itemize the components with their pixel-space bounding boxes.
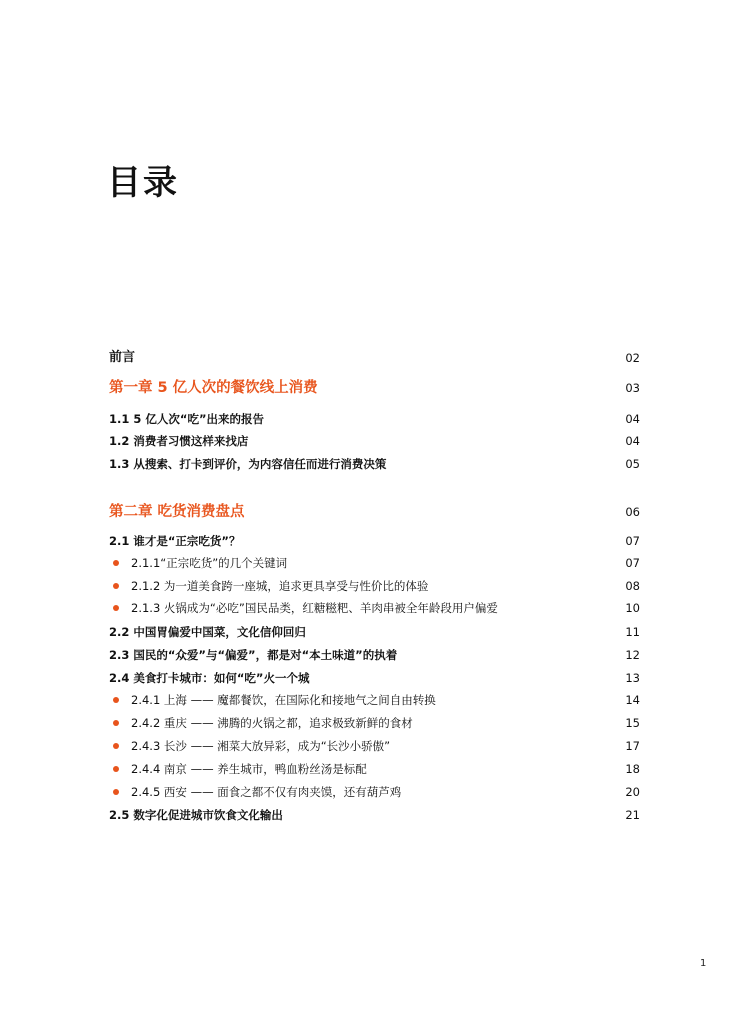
toc-entry-page: 04 (625, 412, 640, 426)
toc-entry-page: 07 (625, 556, 640, 570)
toc-subsection-2-1-3[interactable] (109, 600, 640, 616)
toc-entry-label: 2.1.1“正宗吃货”的几个关键词 (131, 556, 288, 570)
toc-entry-page: 13 (625, 671, 640, 685)
toc-section-1-3[interactable] (109, 456, 640, 472)
toc-entry-page: 05 (625, 457, 640, 471)
toc-chapter-2[interactable] (109, 504, 640, 520)
toc-entry-label: 1.2 消费者习惯这样来找店 (109, 434, 249, 448)
toc-subsection-2-4-1[interactable] (109, 692, 640, 708)
page-title: 目录 (107, 163, 179, 203)
toc-entry-label: 2.4.5 西安 —— 面食之都不仅有肉夹馍，还有葫芦鸡 (131, 785, 402, 799)
toc-subsection-2-4-3[interactable] (109, 738, 640, 754)
toc-entry-label: 1.3 从搜索、打卡到评价，为内容信任而进行消费决策 (109, 457, 387, 471)
bullet-dot-icon (113, 720, 119, 726)
toc-entry-page: 15 (625, 716, 640, 730)
toc-entry-label: 2.4.3 长沙 —— 湘菜大放异彩，成为“长沙小骄傲” (131, 739, 391, 753)
toc-entry-label: 2.1 谁才是“正宗吃货”？ (109, 534, 241, 548)
toc-subsection-2-4-4[interactable] (109, 761, 640, 777)
bullet-dot-icon (113, 743, 119, 749)
bullet-dot-icon (113, 605, 119, 611)
bullet-dot-icon (113, 583, 119, 589)
toc-subsection-2-1-1[interactable] (109, 555, 640, 571)
toc-entry-page: 12 (625, 648, 640, 662)
bullet-dot-icon (113, 766, 119, 772)
toc-entry-page: 14 (625, 693, 640, 707)
toc-entry-page: 11 (625, 625, 640, 639)
toc-entry-label: 2.1.3 火锅成为“必吃”国民品类，红糖糍粑、羊肉串被全年龄段用户偏爱 (131, 601, 498, 615)
toc-entry-label: 2.4.2 重庆 —— 沸腾的火锅之都，追求极致新鲜的食材 (131, 716, 413, 730)
toc-entry-page: 04 (625, 434, 640, 448)
bullet-dot-icon (113, 789, 119, 795)
toc-section-1-1[interactable] (109, 411, 640, 427)
toc-section-2-4[interactable] (109, 670, 640, 686)
toc-section-2-3[interactable] (109, 647, 640, 663)
toc-entry-page: 18 (625, 762, 640, 776)
toc-entry-page: 21 (625, 808, 640, 822)
toc-entry-label: 1.1 5 亿人次“吃”出来的报告 (109, 412, 264, 426)
toc-entry-page: 08 (625, 579, 640, 593)
toc-section-1-2[interactable] (109, 433, 640, 449)
toc-entry-label: 第一章 5 亿人次的餐饮线上消费 (109, 380, 318, 396)
bullet-dot-icon (113, 697, 119, 703)
toc-section-2-1[interactable] (109, 533, 640, 549)
toc-entry-page: 02 (625, 351, 640, 365)
toc-chapter-1[interactable] (109, 380, 640, 396)
toc-entry-preface[interactable] (109, 350, 640, 366)
toc-subsection-2-1-2[interactable] (109, 578, 640, 594)
toc-entry-label: 2.4.4 南京 —— 养生城市，鸭血粉丝汤是标配 (131, 762, 367, 776)
toc-entry-label: 前言 (109, 350, 136, 365)
toc-entry-label: 2.1.2 为一道美食跨一座城，追求更具享受与性价比的体验 (131, 579, 429, 593)
toc-entry-label: 第二章 吃货消费盘点 (109, 504, 245, 520)
toc-entry-label: 2.4 美食打卡城市：如何“吃”火一个城 (109, 671, 310, 685)
toc-entry-label: 2.4.1 上海 —— 魔都餐饮，在国际化和接地气之间自由转换 (131, 693, 436, 707)
toc-entry-page: 06 (625, 505, 640, 519)
page-number: 1 (700, 958, 707, 969)
toc-entry-page: 03 (625, 381, 640, 395)
toc-section-2-2[interactable] (109, 624, 640, 640)
toc-subsection-2-4-2[interactable] (109, 715, 640, 731)
toc-entry-page: 17 (625, 739, 640, 753)
toc-subsection-2-4-5[interactable] (109, 784, 640, 800)
toc-entry-label: 2.5 数字化促进城市饮食文化输出 (109, 808, 283, 822)
toc-entry-page: 10 (625, 601, 640, 615)
toc-entry-label: 2.3 国民的“众爱”与“偏爱”，都是对“本土味道”的执着 (109, 648, 398, 662)
toc-entry-label: 2.2 中国胃偏爱中国菜，文化信仰回归 (109, 625, 306, 639)
toc-entry-page: 07 (625, 534, 640, 548)
toc-entry-page: 20 (625, 785, 640, 799)
toc-section-2-5[interactable] (109, 807, 640, 823)
bullet-dot-icon (113, 560, 119, 566)
